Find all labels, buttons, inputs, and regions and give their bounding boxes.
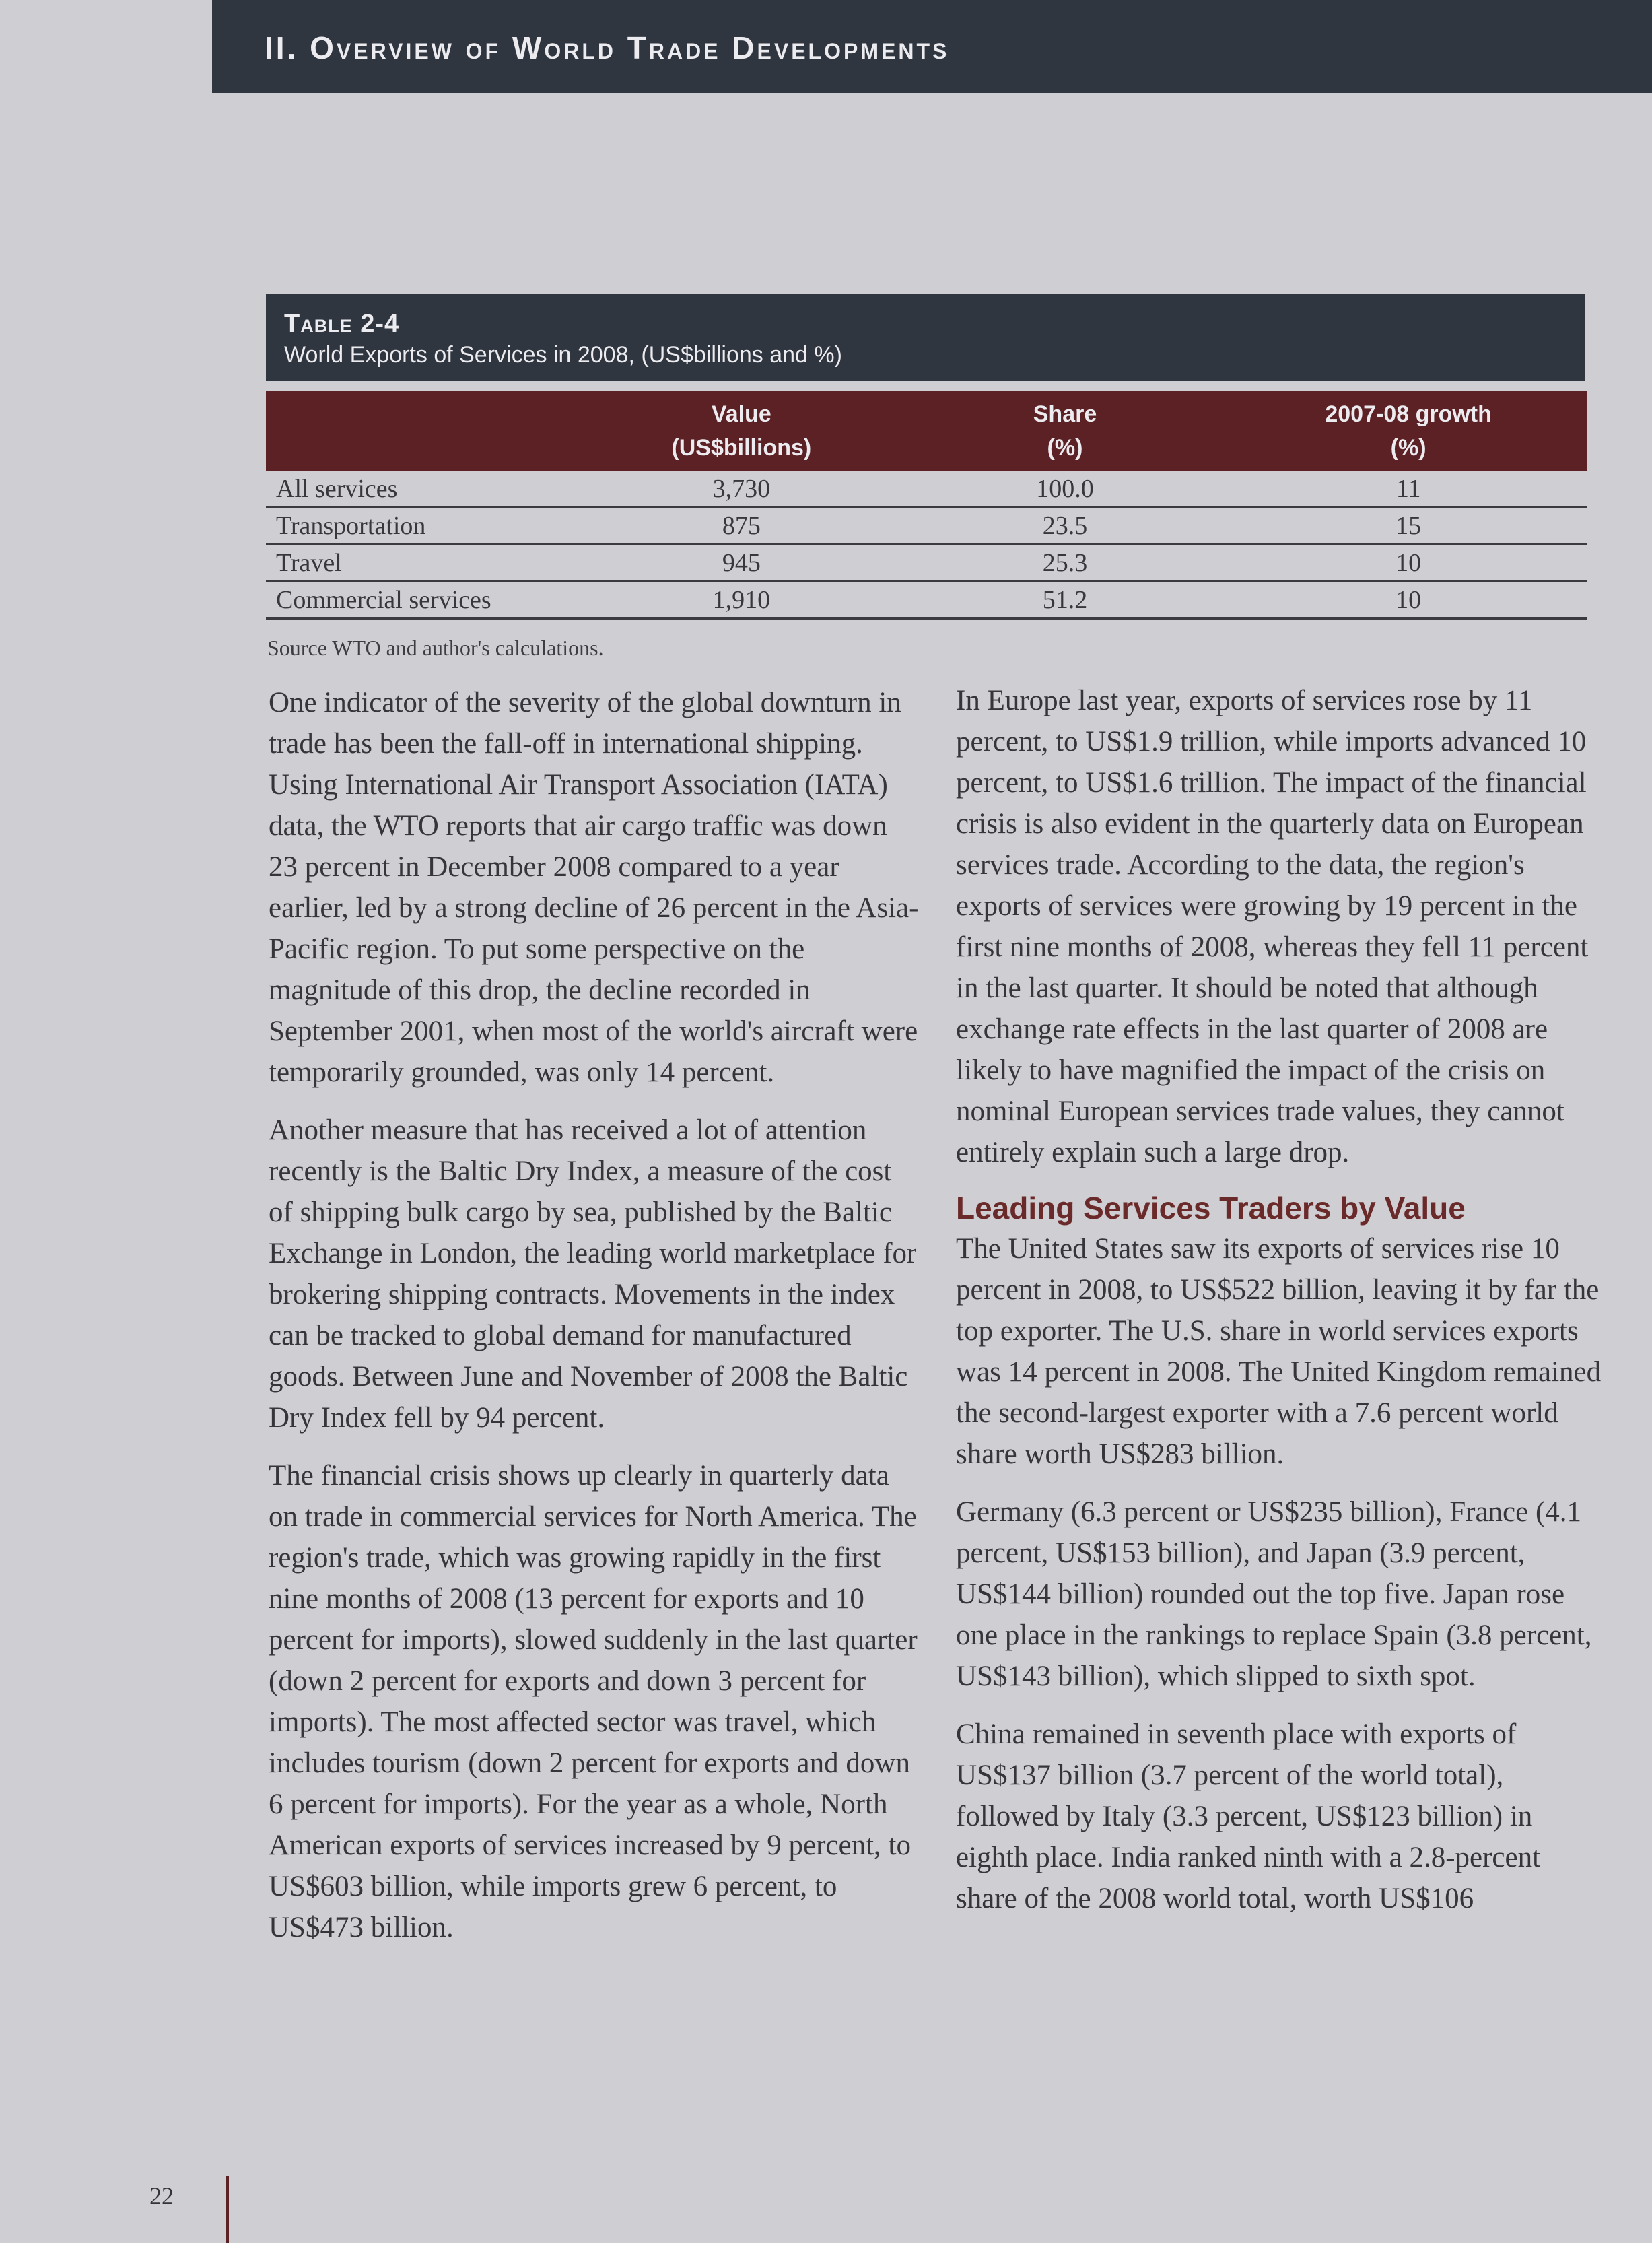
row-label: Travel	[266, 545, 583, 582]
header-share-line2: (%)	[1047, 435, 1083, 461]
body-paragraph: Germany (6.3 percent or US$235 billion), France (4.1 percent, US$153 billion), and Japan (3.9 percent, US$144 billion) rounded out the top five. Japan rose one place in the rankings to replace Spain (3.8 percent, US$143 billion), which slipped to sixth spot.	[956, 1496, 1592, 1692]
row-growth: 15	[1230, 508, 1587, 545]
row-share: 25.3	[900, 545, 1231, 582]
header-value-line1: Value	[711, 401, 771, 427]
table-row	[266, 508, 1587, 545]
body-paragraph: China remained in seventh place with exports of US$137 billion (3.7 percent of the world total), followed by Italy (3.3 percent, US$123 billion) in eighth place. India ranked ninth with a 2.8-percent share of the 2008 world total, worth US$106	[956, 1718, 1541, 1914]
body-paragraph: One indicator of the severity of the global downturn in trade has been the fall-off in international shipping. Using International Air Transport Association (IATA) data, the WTO reports that air cargo traffic was down 23 percent in December 2008 compared to a year earlier, led by a strong decline of 26 percent in the Asia-Pacific region. To put some perspective on the magnitude of this drop, the decline recorded in September 2001, when most of the world's aircraft were temporarily grounded, was only 14 percent.	[269, 687, 919, 1088]
header-value-line2: (US$billions)	[671, 435, 812, 461]
row-value: 945	[583, 545, 900, 582]
header-growth-line2: (%)	[1390, 435, 1426, 461]
table-row	[266, 582, 1587, 619]
row-value: 875	[583, 508, 900, 545]
body-paragraph: Another measure that has received a lot of attention recently is the Baltic Dry Index, a measure of the cost of shipping bulk cargo by sea, published by the Baltic Exchange in London, the leading world marketplace for brokering shipping contracts. Movements in the index can be tracked to global demand for manufactured goods. Between June and November of 2008 the Baltic Dry Index fell by 94 percent.	[269, 1114, 917, 1434]
table-header-row	[266, 391, 1587, 471]
right-text-column	[956, 680, 1602, 1919]
table-row	[266, 545, 1587, 582]
header-growth	[1230, 391, 1587, 471]
header-share	[900, 391, 1231, 471]
row-share: 51.2	[900, 582, 1231, 619]
header-growth-line1: 2007-08 growth	[1325, 401, 1492, 427]
header-share-line1: Share	[1033, 401, 1097, 427]
section-subheading: Leading Services Traders by Value	[956, 1191, 1466, 1226]
table-label: Table 2-4	[284, 310, 400, 338]
body-paragraph: In Europe last year, exports of services rose by 11 percent, to US$1.9 trillion, while imports advanced 10 percent, to US$1.6 trillion. The impact of the financial crisis is also evident in the quarterly data on European services trade. According to the data, the region's exports of services were growing by 19 percent in the first nine months of 2008, whereas they fell 11 percent in the last quarter. It should be noted that although exchange rate effects in the last quarter of 2008 are likely to have magnified the impact of the crisis on nominal European services trade values, they cannot entirely explain such a large drop.	[956, 685, 1589, 1168]
row-label: All services	[266, 471, 583, 508]
row-growth: 11	[1230, 471, 1587, 508]
row-label: Transportation	[266, 508, 583, 545]
table-caption	[266, 294, 1585, 381]
row-growth: 10	[1230, 545, 1587, 582]
chapter-title: II. Overview of World Trade Developments	[265, 30, 950, 65]
row-growth: 10	[1230, 582, 1587, 619]
left-text-column	[269, 682, 922, 1948]
row-share: 100.0	[900, 471, 1231, 508]
table-source-note: Source WTO and author's calculations.	[267, 636, 604, 660]
chapter-header-bar	[212, 0, 1652, 93]
table-title: World Exports of Services in 2008, (US$billions and %)	[284, 342, 842, 368]
page-number: 22	[149, 2182, 174, 2209]
services-table	[266, 391, 1587, 620]
body-paragraph: The financial crisis shows up clearly in quarterly data on trade in commercial services for North America. The region's trade, which was growing rapidly in the first nine months of 2008 (13 percent for exports and 10 percent for imports), slowed suddenly in the last quarter (down 2 percent for exports and down 3 percent for imports). The most affected sector was travel, which includes tourism (down 2 percent for exports and down 6 percent for imports). For the year as a whole, North American exports of services increased by 9 percent, to US$603 billion, while imports grew 6 percent, to US$473 billion.	[269, 1460, 918, 1943]
row-label: Commercial services	[266, 582, 583, 619]
table-row	[266, 471, 1587, 508]
header-value	[583, 391, 900, 471]
body-paragraph: The United States saw its exports of services rise 10 percent in 2008, to US$522 billion, leaving it by far the top exporter. The U.S. share in world services exports was 14 percent in 2008. The United Kingdom remained the second-largest exporter with a 7.6 percent world share worth US$283 billion.	[956, 1233, 1602, 1470]
row-value: 3,730	[583, 471, 900, 508]
row-share: 23.5	[900, 508, 1231, 545]
page-number-rule	[226, 2176, 229, 2243]
header-category	[266, 391, 583, 471]
row-value: 1,910	[583, 582, 900, 619]
